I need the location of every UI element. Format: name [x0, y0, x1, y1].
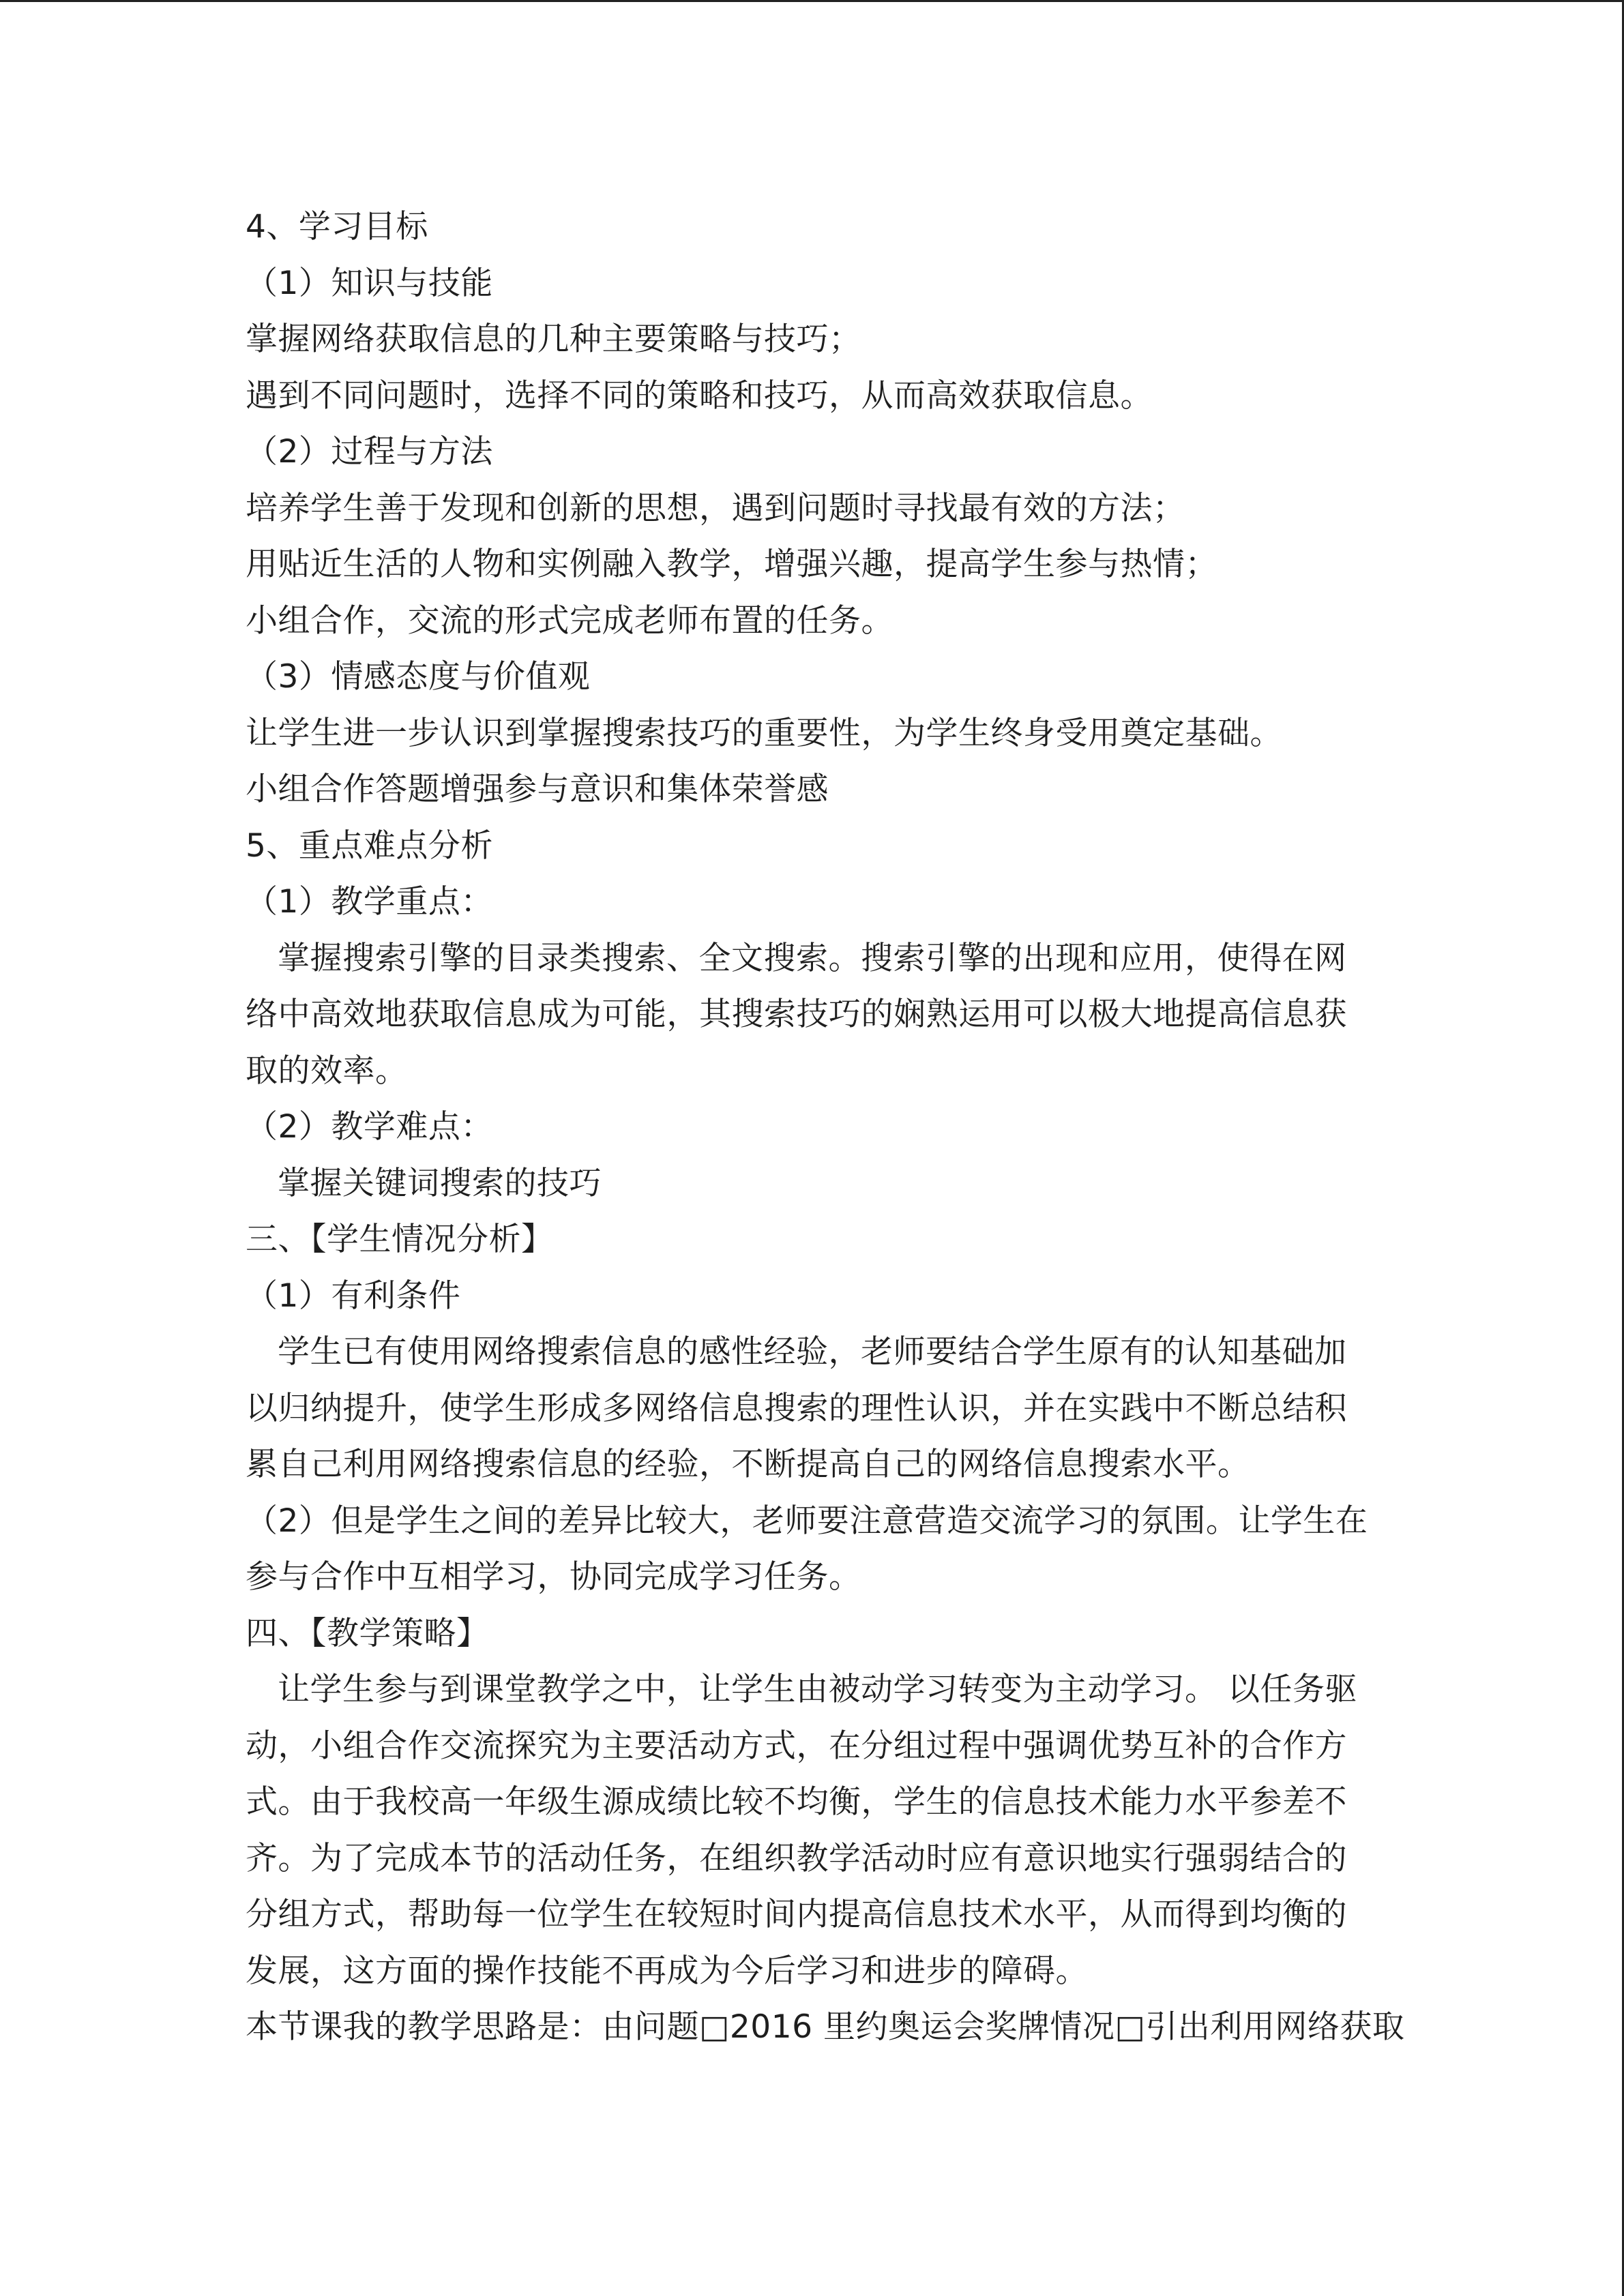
paragraph-line: 小组合作，交流的形式完成老师布置的任务。	[246, 601, 894, 640]
paragraph-line: 分组方式，帮助每一位学生在较短时间内提高信息技术水平，从而得到均衡的	[246, 1896, 1347, 1933]
paragraph-line: 累自己利用网络搜索信息的经验，不断提高自己的网络信息搜索水平。	[246, 1446, 1250, 1483]
paragraph-line: 小组合作答题增强参与意识和集体荣誉感	[246, 771, 829, 808]
paragraph-line: 掌握关键词搜索的技巧	[278, 1164, 602, 1202]
paragraph-line: 络中高效地获取信息成为可能，其搜索技巧的娴熟运用可以极大地提高信息获	[246, 996, 1347, 1033]
section-heading-learning-goals: 4、学习目标	[246, 208, 428, 245]
section-heading-student-analysis: 三、【学生情况分析】	[246, 1221, 554, 1258]
section-heading-teaching-strategy: 四、【教学策略】	[246, 1614, 489, 1652]
page-top-border	[0, 0, 1624, 2]
subheading-process-method: （2）过程与方法	[246, 433, 493, 471]
paragraph-line: 用贴近生活的人物和实例融入教学，增强兴趣，提高学生参与热情；	[246, 546, 1217, 583]
subheading-attitude-values: （3）情感态度与价值观	[246, 658, 591, 696]
subheading-knowledge-skills: （1）知识与技能	[246, 264, 493, 302]
paragraph-line: 让学生进一步认识到掌握搜索技巧的重要性，为学生终身受用奠定基础。	[246, 714, 1282, 752]
subheading-favorable-conditions: （1）有利条件	[246, 1277, 461, 1315]
paragraph-line: 以归纳提升，使学生形成多网络信息搜索的理性认识，并在实践中不断总结积	[246, 1389, 1347, 1427]
paragraph-line: 掌握网络获取信息的几种主要策略与技巧；	[246, 320, 861, 358]
paragraph-line: 让学生参与到课堂教学之中，让学生由被动学习转变为主动学习。 以任务驱	[278, 1671, 1357, 1708]
paragraph-line: 发展，这方面的操作技能不再成为今后学习和进步的障碍。	[246, 1952, 1088, 1990]
document-body	[246, 199, 1405, 2056]
section-heading-key-points: 5、重点难点分析	[246, 826, 493, 865]
subheading-teaching-difficulty: （2）教学难点：	[246, 1108, 493, 1146]
paragraph-line: 学生已有使用网络搜索信息的感性经验，老师要结合学生原有的认知基础加	[278, 1333, 1347, 1371]
paragraph-line: （2）但是学生之间的差异比较大，老师要注意营造交流学习的氛围。让学生在	[246, 1502, 1368, 1540]
subheading-teaching-focus: （1）教学重点：	[246, 883, 493, 921]
paragraph-line: 齐。为了完成本节的活动任务，在组织教学活动时应有意识地实行强弱结合的	[246, 1839, 1347, 1877]
paragraph-line: 动，小组合作交流探究为主要活动方式，在分组过程中强调优势互补的合作方	[246, 1727, 1347, 1765]
paragraph-line: 掌握搜索引擎的目录类搜索、全文搜索。搜索引擎的出现和应用，使得在网	[278, 939, 1347, 977]
paragraph-line: 取的效率。	[246, 1052, 408, 1090]
paragraph-line: 本节课我的教学思路是：由问题□2016 里约奥运会奖牌情况□引出利用网络获取	[246, 2008, 1405, 2046]
paragraph-line: 式。由于我校高一年级生源成绩比较不均衡，学生的信息技术能力水平参差不	[246, 1783, 1347, 1821]
paragraph-line: 培养学生善于发现和创新的思想，遇到问题时寻找最有效的方法；	[246, 489, 1185, 527]
paragraph-line: 遇到不同问题时，选择不同的策略和技巧，从而高效获取信息。	[246, 376, 1153, 415]
paragraph-line: 参与合作中互相学习，协同完成学习任务。	[246, 1558, 861, 1596]
